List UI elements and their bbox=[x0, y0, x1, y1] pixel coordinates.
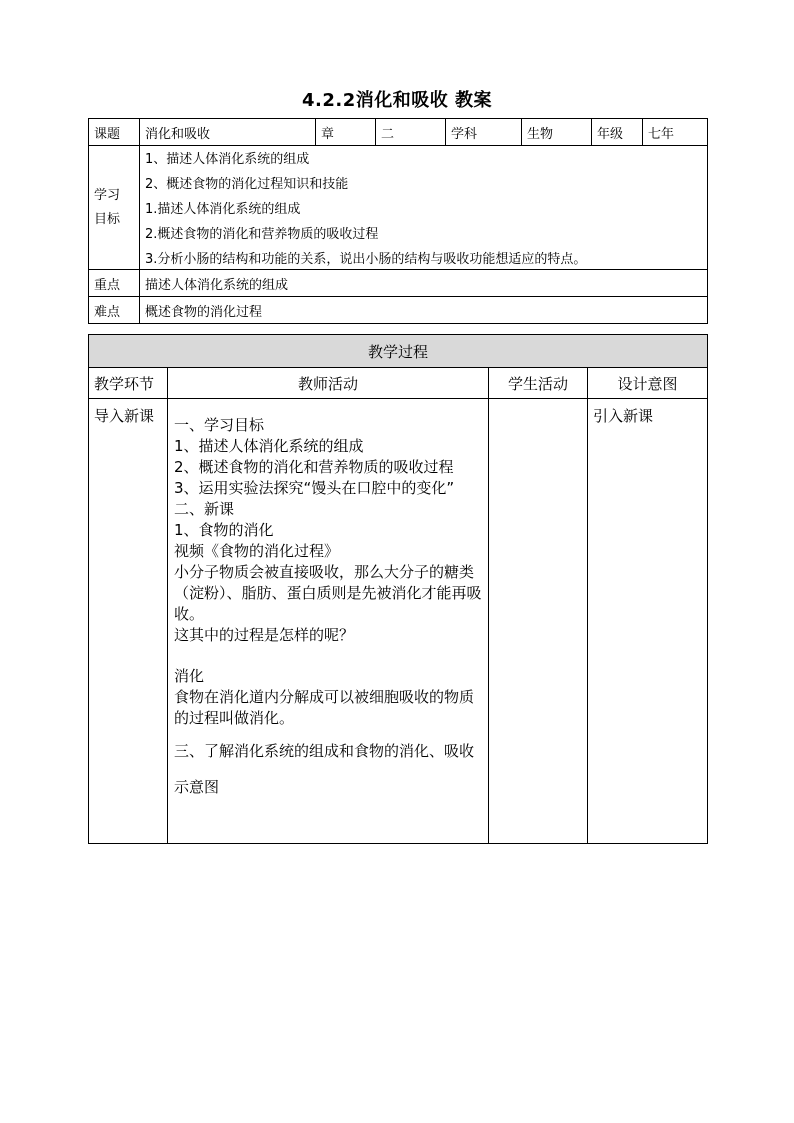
teacher-line: 小分子物质会被直接吸收，那么大分子的糖类（淀粉）、脂肪、蛋白质则是先被消化才能再吸收。 bbox=[174, 563, 482, 623]
chapter-value: 二 bbox=[376, 119, 446, 146]
process-heading: 教学过程 bbox=[89, 335, 708, 368]
teacher-line: 3、运用实验法探究“馒头在口腔中的变化” bbox=[174, 479, 455, 497]
teacher-line: 示意图 bbox=[174, 778, 220, 796]
teaching-process-table bbox=[88, 334, 708, 844]
subject-value: 生物 bbox=[522, 119, 592, 146]
teacher-line: 食物在消化道内分解成可以被细胞吸收的物质的过程叫做消化。 bbox=[174, 688, 475, 727]
column-header-intent: 设计意图 bbox=[588, 368, 708, 399]
process-row bbox=[89, 399, 708, 844]
student-activity-cell bbox=[489, 399, 588, 844]
key-point-label: 重点 bbox=[89, 270, 140, 297]
objective-item: 3.分析小肠的结构和功能的关系，说出小肠的结构与吸收功能想适应的特点。 bbox=[145, 252, 587, 267]
teacher-line: 视频《食物的消化过程》 bbox=[174, 542, 340, 560]
teacher-line: 二、新课 bbox=[174, 500, 235, 518]
design-intent-cell: 引入新课 bbox=[588, 399, 708, 844]
difficult-point-row bbox=[89, 297, 708, 324]
objectives-label bbox=[89, 146, 140, 270]
teacher-activity-cell bbox=[168, 399, 489, 844]
column-header-teacher: 教师活动 bbox=[168, 368, 489, 399]
teacher-line: 消化 bbox=[174, 667, 205, 685]
stage-cell: 导入新课 bbox=[89, 399, 168, 844]
difficult-point-label: 难点 bbox=[89, 297, 140, 324]
spacer bbox=[174, 646, 483, 666]
document-title: 4.2.2消化和吸收 教案 bbox=[301, 90, 492, 111]
topic-value: 消化和吸收 bbox=[140, 119, 316, 146]
key-point-row bbox=[89, 270, 708, 297]
column-header-student: 学生活动 bbox=[489, 368, 588, 399]
objectives-list bbox=[140, 146, 708, 270]
objective-item: 2.概述食物的消化和营养物质的吸收过程 bbox=[145, 227, 379, 242]
chapter-label: 章 bbox=[316, 119, 376, 146]
teacher-line: 三、了解消化系统的组成和食物的消化、吸收 bbox=[174, 742, 475, 760]
info-row bbox=[89, 119, 708, 146]
grade-label: 年级 bbox=[592, 119, 643, 146]
key-point-value: 描述人体消化系统的组成 bbox=[140, 270, 708, 297]
topic-label: 课题 bbox=[89, 119, 140, 146]
lesson-info-table bbox=[88, 118, 708, 324]
objective-item: 2、概述食物的消化过程知识和技能 bbox=[145, 177, 349, 192]
objective-item: 1.描述人体消化系统的组成 bbox=[145, 202, 301, 217]
teacher-line: 1、食物的消化 bbox=[174, 521, 274, 539]
teacher-line: 这其中的过程是怎样的呢？ bbox=[174, 626, 355, 644]
difficult-point-value: 概述食物的消化过程 bbox=[140, 297, 708, 324]
subject-label: 学科 bbox=[446, 119, 522, 146]
teacher-line: 2、概述食物的消化和营养物质的吸收过程 bbox=[174, 458, 454, 476]
teacher-line: 一、学习目标 bbox=[174, 416, 265, 434]
objectives-label-text: 学习目标 bbox=[94, 187, 121, 227]
teacher-line: 1、描述人体消化系统的组成 bbox=[174, 437, 364, 455]
objective-item: 1、描述人体消化系统的组成 bbox=[145, 152, 310, 167]
grade-value: 七年 bbox=[643, 119, 708, 146]
process-header-row bbox=[89, 368, 708, 399]
objectives-row bbox=[89, 146, 708, 270]
column-header-stage: 教学环节 bbox=[89, 368, 168, 399]
